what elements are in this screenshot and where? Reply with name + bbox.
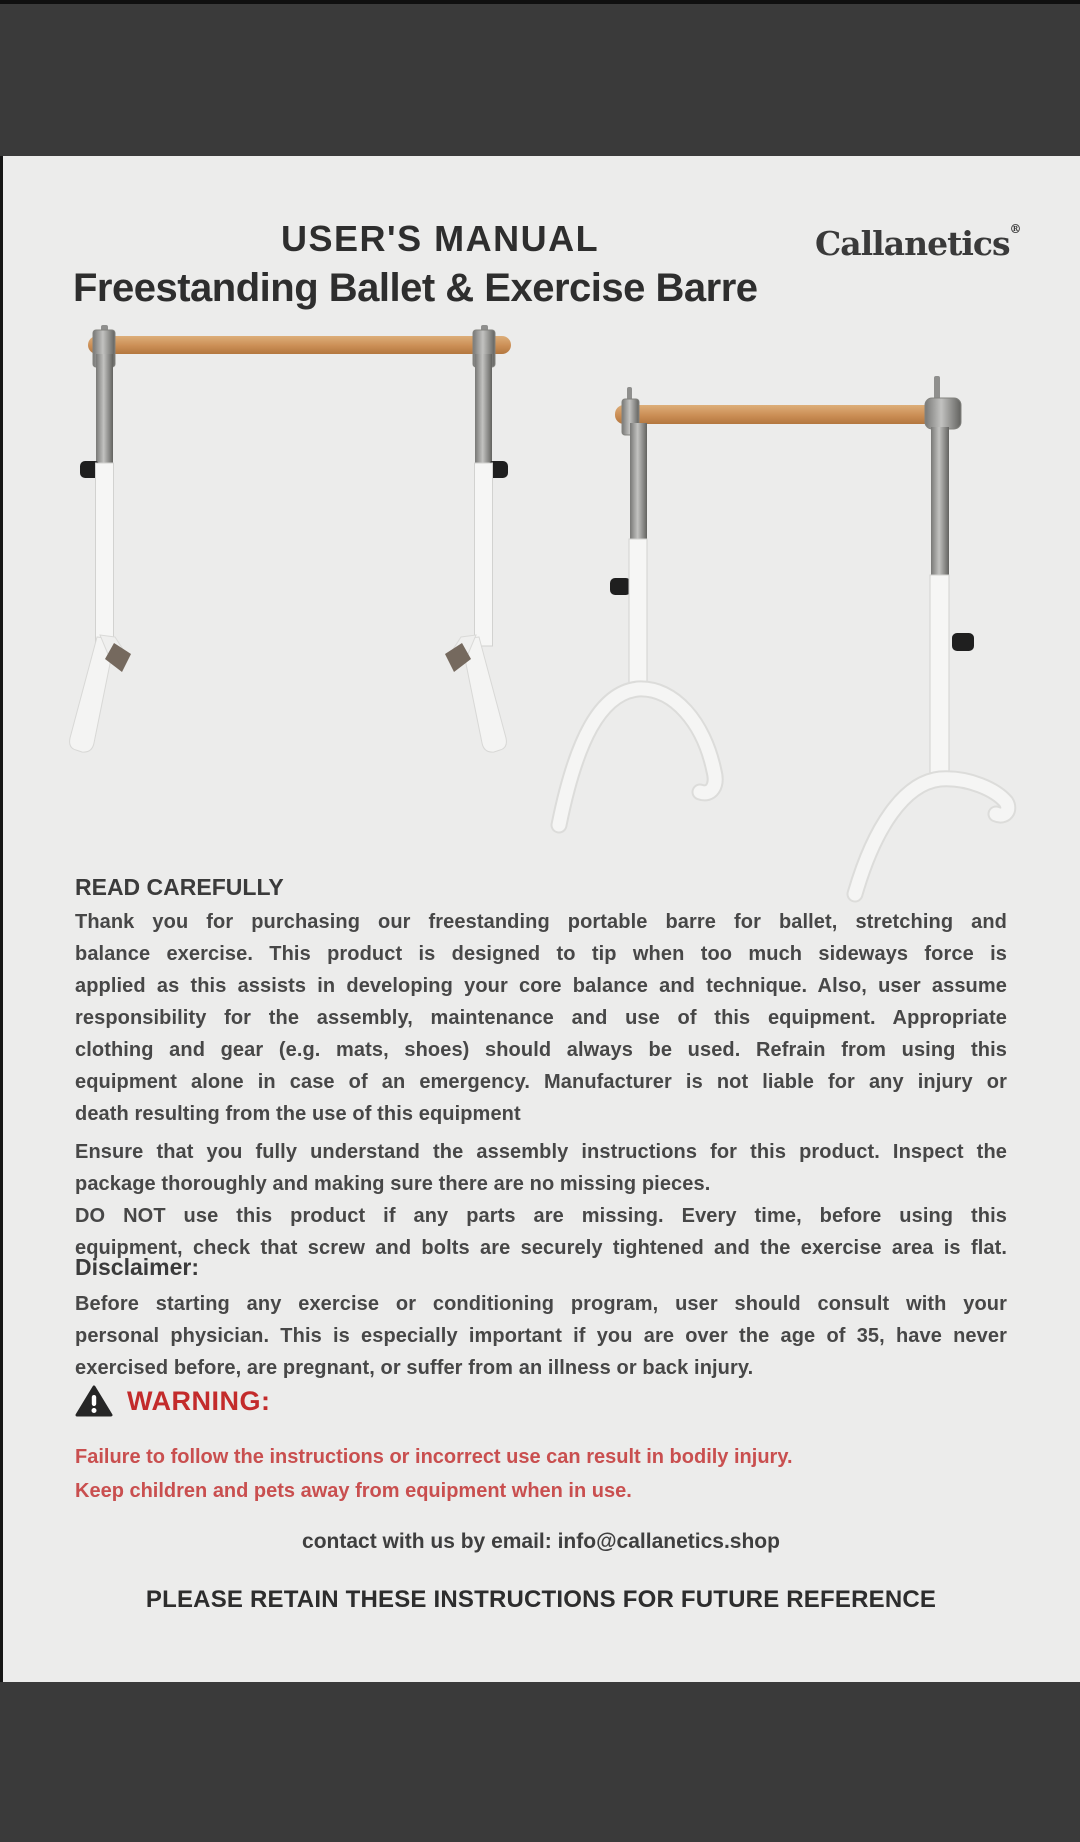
text-line: balance exercise. This product is designed to tip when too much sideways force is [75, 943, 1007, 965]
bar-end-cap [925, 398, 961, 429]
text-line: clothing and gear (e.g. mats, shoes) should always be used. Refrain from using this [75, 1039, 1007, 1061]
warning-text-line: Keep children and pets away from equipment when in use. [75, 1480, 632, 1502]
barre-photo-straight-legs [58, 325, 518, 755]
text-line: Thank you for purchasing our freestanding portable barre for ballet, stretching and [75, 911, 1007, 933]
brand-logo [815, 222, 1022, 263]
text-line: package thoroughly and making sure there are no missing pieces. [75, 1173, 711, 1195]
warning-heading: WARNING: [127, 1385, 271, 1416]
registered-trademark-mark: ® [1009, 222, 1022, 236]
read-carefully-paragraph-2 [75, 1136, 1007, 1264]
wood-barre-bar [615, 405, 953, 424]
letterbox-top [0, 0, 1080, 156]
contact-email-line: contact with us by email: info@callanetics.shop [302, 1530, 780, 1553]
text-line: responsibility for the assembly, maintenance and use of this equipment. Appropriate [75, 1007, 1007, 1029]
text-line: DO NOT use this product if any parts are missing. Every time, before using this [75, 1205, 1007, 1227]
text-line: personal physician. This is especially important if you are over the age of 35, have never [75, 1325, 1007, 1347]
text-line: exercised before, are pregnant, or suffer from an illness or back injury. [75, 1357, 754, 1379]
warning-text-line: Failure to follow the instructions or incorrect use can result in bodily injury. [75, 1446, 793, 1468]
text-line: equipment alone in case of an emergency. Manufacturer is not liable for any injury or [75, 1071, 1007, 1093]
text-line: applied as this assists in developing your core balance and technique. Also, user assume [75, 975, 1007, 997]
height-adjust-knob [952, 633, 974, 651]
chrome-post [475, 354, 492, 464]
height-adjust-knob [610, 578, 631, 595]
lower-post [96, 463, 114, 646]
text-line: Ensure that you fully understand the assembly instructions for this product. Inspect the [75, 1141, 1007, 1163]
lower-post [629, 539, 647, 691]
text-line: death resulting from the use of this equipment [75, 1103, 521, 1125]
brand-logo-text: Callanetics [815, 224, 1010, 263]
page-subtitle: Freestanding Ballet & Exercise Barre [73, 266, 758, 310]
lower-post [930, 575, 949, 781]
manual-page [0, 156, 1080, 1682]
read-carefully-heading: READ CAREFULLY [75, 874, 284, 900]
lower-post [475, 463, 493, 646]
warning-triangle-icon [75, 1384, 113, 1418]
arch-leg [559, 689, 715, 825]
wood-barre-bar [88, 336, 511, 354]
read-carefully-paragraph-1 [75, 906, 1007, 1130]
chrome-post [96, 354, 113, 464]
retain-instructions-line: PLEASE RETAIN THESE INSTRUCTIONS FOR FUTURE REFERENCE [145, 1586, 937, 1613]
chrome-post [630, 423, 647, 540]
text-line: equipment, check that screw and bolts are securely tightened and the exercise area is flat. [75, 1237, 1007, 1259]
barre-photo-curved-legs [548, 373, 1018, 908]
page-title: USER'S MANUAL [281, 218, 600, 259]
warning-header-row [75, 1384, 270, 1418]
text-line: Before starting any exercise or conditioning program, user should consult with your [75, 1293, 1007, 1315]
letterbox-bottom [0, 1682, 1080, 1842]
chrome-post [931, 427, 949, 577]
warning-paragraph [75, 1440, 1007, 1508]
disclaimer-heading: Disclaimer: [75, 1254, 200, 1280]
disclaimer-paragraph [75, 1288, 1007, 1384]
